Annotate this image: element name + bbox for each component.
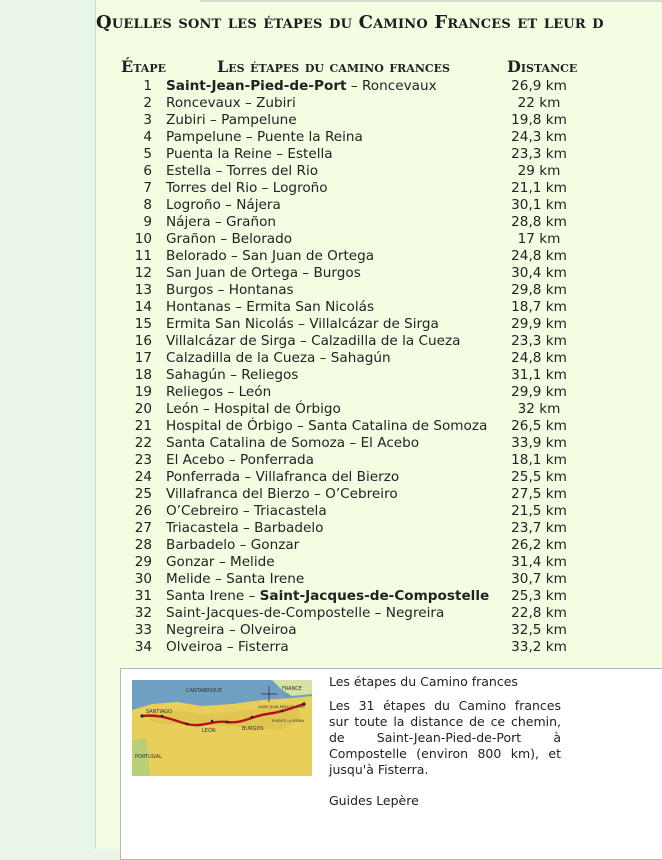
stage-route-text: Nájera – Grañon: [166, 214, 276, 230]
stage-distance: 30,4 km: [511, 265, 567, 281]
stage-distance: 29,9 km: [511, 384, 567, 400]
table-row: [120, 180, 590, 197]
stage-number: 24: [134, 469, 152, 485]
stage-route: [166, 214, 276, 231]
stage-route: [166, 299, 374, 316]
left-sidebar-strip: [0, 0, 96, 849]
image-caption-box: [120, 668, 662, 860]
stage-number: 22: [134, 435, 152, 451]
stage-route-text: Reliegos – León: [166, 384, 272, 400]
table-row: [120, 452, 590, 469]
stage-route-text: Triacastela – Barbadelo: [166, 520, 324, 536]
stage-number: 7: [143, 180, 152, 196]
stage-number: 9: [143, 214, 152, 230]
stage-number: 26: [134, 503, 152, 519]
stage-number: 1: [143, 78, 152, 94]
stage-number: 19: [134, 384, 152, 400]
caption-title: Les étapes du Camino frances: [329, 674, 518, 689]
map-label-france: FRANCE: [282, 686, 302, 692]
stage-route: [166, 197, 281, 214]
table-row: [120, 401, 590, 418]
stage-distance: 21,5 km: [511, 503, 567, 519]
stage-distance: 23,3 km: [511, 146, 567, 162]
stage-route-text: León – Hospital de Órbigo: [166, 401, 341, 417]
stage-route-text: Villafranca del Bierzo – O’Cebreiro: [166, 486, 398, 502]
stage-distance: 31,1 km: [511, 367, 567, 383]
table-row: [120, 605, 590, 622]
stage-number: 28: [134, 537, 152, 553]
stage-distance: 33,9 km: [511, 435, 567, 451]
map-label-leon: LEÓN: [202, 728, 216, 734]
table-row: [120, 265, 590, 282]
stage-route: [166, 469, 399, 486]
stage-route-text: El Acebo – Ponferrada: [166, 452, 314, 468]
stage-number: 25: [134, 486, 152, 502]
stage-route: [166, 571, 304, 588]
table-row: [120, 588, 590, 605]
stage-distance: 19,8 km: [511, 112, 567, 128]
table-row: [120, 282, 590, 299]
header-etapes: Les étapes du camino frances: [217, 57, 450, 76]
stage-number: 27: [134, 520, 152, 536]
table-row: [120, 435, 590, 452]
stage-route: [166, 112, 297, 129]
stage-number: 32: [134, 605, 152, 621]
table-row: [120, 520, 590, 537]
stage-distance: 24,8 km: [511, 248, 567, 264]
stage-number: 21: [134, 418, 152, 434]
stage-number: 4: [143, 129, 152, 145]
stage-route-text: Ermita San Nicolás – Villalcázar de Sirga: [166, 316, 439, 332]
stage-number: 15: [134, 316, 152, 332]
map-label-puente: PUENTE LA REINA: [272, 719, 305, 723]
stage-route: [166, 180, 328, 197]
stage-route-text: Hontanas – Ermita San Nicolás: [166, 299, 375, 315]
stage-route: [166, 367, 298, 384]
table-row: [120, 571, 590, 588]
table-row: [120, 248, 590, 265]
stage-number: 10: [134, 231, 152, 247]
stage-route-highlight: Saint-Jacques-de-Compostelle: [259, 588, 490, 604]
stage-route: [166, 265, 361, 282]
stage-distance: 26,5 km: [511, 418, 567, 434]
stage-distance: 29,9 km: [511, 316, 567, 332]
stage-distance: 29 km: [517, 163, 561, 179]
map-label-santiago: SANTIAGO: [146, 709, 173, 715]
stage-route-text: Belorado – San Juan de Ortega: [166, 248, 375, 264]
stage-number: 33: [134, 622, 152, 638]
stage-route-text: Melide – Santa Irene: [166, 571, 305, 587]
stage-route: [166, 639, 289, 656]
stage-number: 18: [134, 367, 152, 383]
stage-route: [166, 316, 439, 333]
stage-distance: 17 km: [517, 231, 561, 247]
stage-route: [166, 129, 363, 146]
camino-map-image[interactable]: [132, 680, 312, 776]
map-graphic: [132, 680, 312, 776]
stage-distance: 18,1 km: [511, 452, 567, 468]
header-distance: Distance: [507, 57, 578, 76]
map-label-cantabrique: CANTABRIQUE: [186, 688, 222, 694]
stage-distance: 30,7 km: [511, 571, 567, 587]
stage-route-text: Villalcázar de Sirga – Calzadilla de la Cueza: [166, 333, 461, 349]
table-row: [120, 163, 590, 180]
stage-distance: 32 km: [517, 401, 561, 417]
stage-route-text: Burgos – Hontanas: [166, 282, 294, 298]
stage-number: 6: [143, 163, 152, 179]
table-row: [120, 112, 590, 129]
stage-route: [166, 537, 299, 554]
table-row: [120, 537, 590, 554]
stage-number: 31: [134, 588, 152, 604]
table-row: [120, 146, 590, 163]
stage-route-text: Puenta la Reine – Estella: [166, 146, 333, 162]
stage-route: [166, 503, 327, 520]
stage-route: [166, 554, 275, 571]
stage-route-text: – Roncevaux: [346, 78, 437, 94]
stage-route: [166, 622, 297, 639]
stage-distance: 32,5 km: [511, 622, 567, 638]
stage-route: [166, 78, 437, 95]
stage-route-text: Calzadilla de la Cueza – Sahagún: [166, 350, 391, 366]
table-row: [120, 129, 590, 146]
stage-route-text: Zubiri – Pampelune: [166, 112, 297, 128]
stage-distance: 30,1 km: [511, 197, 567, 213]
table-row: [120, 78, 590, 95]
table-row: [120, 418, 590, 435]
table-row: [120, 486, 590, 503]
stage-route-text: Negreira – Olveiroa: [166, 622, 297, 638]
table-row: [120, 333, 590, 350]
stage-route-text: Grañon – Belorado: [166, 231, 293, 247]
stage-distance: 33,2 km: [511, 639, 567, 655]
table-row: [120, 384, 590, 401]
caption-credit: Guides Lepère: [329, 793, 419, 808]
stage-route: [166, 248, 374, 265]
stage-route: [166, 163, 318, 180]
stage-number: 11: [134, 248, 152, 264]
table-row: [120, 639, 590, 656]
stage-route-highlight: Saint-Jean-Pied-de-Port: [166, 78, 347, 94]
table-row: [120, 95, 590, 112]
stage-route-text: San Juan de Ortega – Burgos: [166, 265, 361, 281]
stage-number: 12: [134, 265, 152, 281]
stage-number: 13: [134, 282, 152, 298]
stage-number: 20: [134, 401, 152, 417]
table-row: [120, 299, 590, 316]
stage-route: [166, 605, 444, 622]
stage-route-text: Barbadelo – Gonzar: [166, 537, 300, 553]
stage-distance: 18,7 km: [511, 299, 567, 315]
stage-number: 34: [134, 639, 152, 655]
stage-distance: 24,8 km: [511, 350, 567, 366]
table-row: [120, 554, 590, 571]
stage-route-text: Saint-Jacques-de-Compostelle – Negreira: [166, 605, 445, 621]
stage-distance: 22,8 km: [511, 605, 567, 621]
stages-table: [120, 78, 590, 656]
stage-route-text: Santa Irene –: [166, 588, 260, 604]
stage-distance: 21,1 km: [511, 180, 567, 196]
stage-route-text: Sahagún – Reliegos: [166, 367, 299, 383]
stage-distance: 25,5 km: [511, 469, 567, 485]
stage-distance: 22 km: [517, 95, 561, 111]
stage-distance: 26,9 km: [511, 78, 567, 94]
page-title: Quelles sont les étapes du Camino Frances et leur d: [96, 12, 604, 33]
stage-route-text: Olveiroa – Fisterra: [166, 639, 289, 655]
stage-route: [166, 486, 398, 503]
stage-route-text: Ponferrada – Villafranca del Bierzo: [166, 469, 400, 485]
stage-route: [166, 520, 323, 537]
map-label-burgos: BURGOS: [242, 726, 264, 732]
stage-number: 16: [134, 333, 152, 349]
stage-route: [166, 333, 460, 350]
stage-route: [166, 401, 341, 418]
stage-number: 30: [134, 571, 152, 587]
stage-number: 17: [134, 350, 152, 366]
stage-route-text: Estella – Torres del Rio: [166, 163, 319, 179]
stage-distance: 23,3 km: [511, 333, 567, 349]
table-row: [120, 622, 590, 639]
table-row: [120, 197, 590, 214]
stage-route: [166, 418, 487, 435]
stage-distance: 28,8 km: [511, 214, 567, 230]
stage-route-text: Logroño – Nájera: [166, 197, 281, 213]
stage-number: 5: [143, 146, 152, 162]
stage-route: [166, 452, 314, 469]
stage-route-text: Hospital de Órbigo – Santa Catalina de Somoza: [166, 418, 488, 434]
stage-route: [166, 95, 296, 112]
stage-distance: 26,2 km: [511, 537, 567, 553]
stage-route-text: Gonzar – Melide: [166, 554, 275, 570]
stage-distance: 29,8 km: [511, 282, 567, 298]
stage-distance: 27,5 km: [511, 486, 567, 502]
table-row: [120, 367, 590, 384]
stage-distance: 25,3 km: [511, 588, 567, 604]
stage-number: 29: [134, 554, 152, 570]
top-divider: [200, 0, 662, 2]
table-row: [120, 231, 590, 248]
stage-route: [166, 384, 271, 401]
stage-route-text: Torres del Rio – Logroño: [166, 180, 328, 196]
caption-description: Les 31 étapes du Camino frances sur toute la distance de ce chemin, de Saint-Jean-Pied-de-Port à Compostelle (environ 800 km), et jusqu'à Fisterra.: [329, 698, 561, 777]
table-row: [120, 316, 590, 333]
stage-distance: 24,3 km: [511, 129, 567, 145]
stage-distance: 23,7 km: [511, 520, 567, 536]
stage-route: [166, 231, 292, 248]
stage-distance: 31,4 km: [511, 554, 567, 570]
stage-route: [166, 146, 333, 163]
stage-route-text: Pampelune – Puente la Reina: [166, 129, 363, 145]
header-etape: Étape: [121, 57, 166, 76]
stage-route-text: O’Cebreiro – Triacastela: [166, 503, 327, 519]
stage-number: 23: [134, 452, 152, 468]
stage-route-text: Roncevaux – Zubiri: [166, 95, 296, 111]
map-label-portugal: PORTUGAL: [135, 754, 162, 760]
stage-route-text: Santa Catalina de Somoza – El Acebo: [166, 435, 420, 451]
stage-route: [166, 350, 391, 367]
table-row: [120, 469, 590, 486]
stage-number: 3: [143, 112, 152, 128]
table-row: [120, 214, 590, 231]
table-row: [120, 350, 590, 367]
table-row: [120, 503, 590, 520]
stage-route: [166, 435, 419, 452]
stage-route: [166, 588, 489, 605]
stage-route: [166, 282, 294, 299]
map-label-sjpp: SAINT-JEAN-PIED-DE-PORT: [258, 705, 306, 709]
stage-number: 2: [143, 95, 152, 111]
stage-number: 14: [134, 299, 152, 315]
stage-number: 8: [143, 197, 152, 213]
